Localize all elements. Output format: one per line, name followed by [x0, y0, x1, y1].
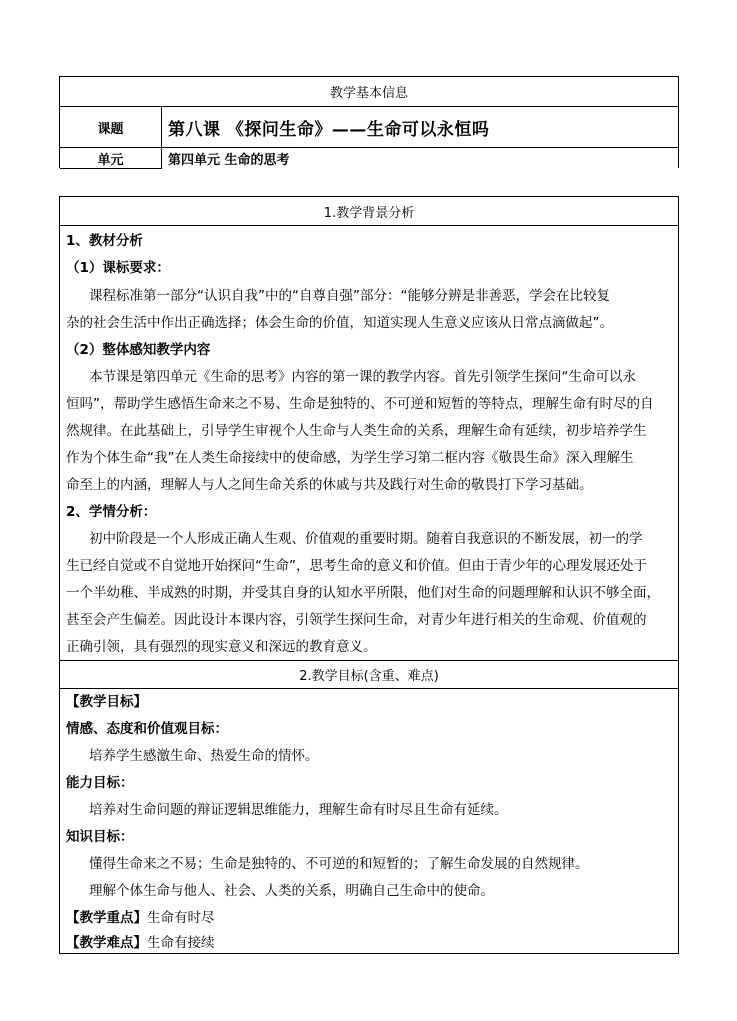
topic-value: 第八课 《探问生命》——生命可以永恒吗 — [162, 107, 678, 148]
overall-content-heading: （2）整体感知教学内容 — [66, 342, 211, 358]
emotion-goal-text: 培养学生感激生命、热爱生命的情怀。 — [89, 748, 319, 764]
paragraph-line: 本节课是第四单元《生命的思考》内容的第一课的教学内容。首先引领学生探问“生命可以永 — [89, 369, 636, 385]
difficulty-label: 【教学难点】 — [66, 935, 147, 951]
curriculum-standard-heading: （1）课标要求： — [66, 260, 170, 276]
topic-label: 课题 — [60, 107, 162, 148]
goals-title: 【教学目标】 — [66, 694, 147, 710]
basic-info-table — [59, 76, 679, 168]
student-analysis-heading: 2、学情分析： — [66, 504, 157, 520]
knowledge-goal-text: 理解个体生命与他人、社会、人类的关系，明确自己生命中的使命。 — [89, 883, 494, 899]
paragraph-line: 生已经自觉或不自觉地开始探问“生命”，思考生命的意义和价值。但由于青少年的心理发展还处于 — [66, 558, 647, 574]
unit-value: 第四单元 生命的思考 — [168, 153, 290, 168]
difficulty-text: 生命有接续 — [147, 935, 215, 951]
difficulty-row — [66, 930, 674, 957]
paragraph-line: 杂的社会生活中作出正确选择；体会生命的价值，知道实现人生意义应该从日常点滴做起”。 — [66, 315, 613, 331]
textbook-analysis-heading: 1、教材分析 — [66, 233, 143, 249]
knowledge-goal-text: 懂得生命来之不易；生命是独特的、不可逆的和短暂的；了解生命发展的自然规律。 — [89, 856, 589, 872]
basic-info-header: 教学基本信息 — [60, 77, 678, 107]
key-point-row — [66, 905, 674, 932]
paragraph-line: 课程标准第一部分“认识自我”中的“自尊自强”部分：“能够分辨是非善恶，学会在比较复 — [89, 288, 610, 304]
emotion-goal-title: 情感、态度和价值观目标： — [66, 721, 228, 737]
paragraph-line: 恒吗”，帮助学生感悟生命来之不易、生命是独特的、不可逆和短暂的等特点，理解生命有时尽的自 — [66, 396, 654, 412]
key-point-label: 【教学重点】 — [66, 910, 147, 926]
paragraph-line: 甚至会产生偏差。因此设计本课内容，引领学生探问生命，对青少年进行相关的生命观、价值观的 — [66, 612, 647, 628]
key-point-text: 生命有时尽 — [147, 910, 215, 926]
unit-label: 单元 — [60, 148, 162, 169]
paragraph-line: 一个半幼稚、半成熟的时期，并受其自身的认知水平所限，他们对生命的问题理解和认识不够全面， — [66, 585, 660, 601]
section1-header: 1.教学背景分析 — [60, 197, 678, 226]
lesson-plan-table — [59, 196, 679, 954]
ability-goal-text: 培养对生命问题的辩证逻辑思维能力，理解生命有时尽且生命有延续。 — [89, 802, 508, 818]
paragraph-line: 初中阶段是一个人形成正确人生观、价值观的重要时期。随着自我意识的不断发展，初一的学 — [89, 531, 643, 547]
section2-header: 2.教学目标(含重、难点) — [60, 660, 678, 689]
paragraph-line: 命至上的内涵，理解人与人之间生命关系的休戚与共及践行对生命的敬畏打下学习基础。 — [66, 477, 593, 493]
paragraph-line: 然规律。在此基础上，引导学生审视个人生命与人类生命的关系，理解生命有延续，初步培养学生 — [66, 423, 647, 439]
paragraph-line: 作为个体生命“我”在人类生命接续中的使命感，为学生学习第二框内容《敬畏生命》深入理解生 — [66, 450, 634, 466]
knowledge-goal-title: 知识目标： — [66, 829, 134, 845]
paragraph-line: 正确引领，具有强烈的现实意义和深远的教育意义。 — [66, 639, 377, 655]
ability-goal-title: 能力目标： — [66, 775, 134, 791]
